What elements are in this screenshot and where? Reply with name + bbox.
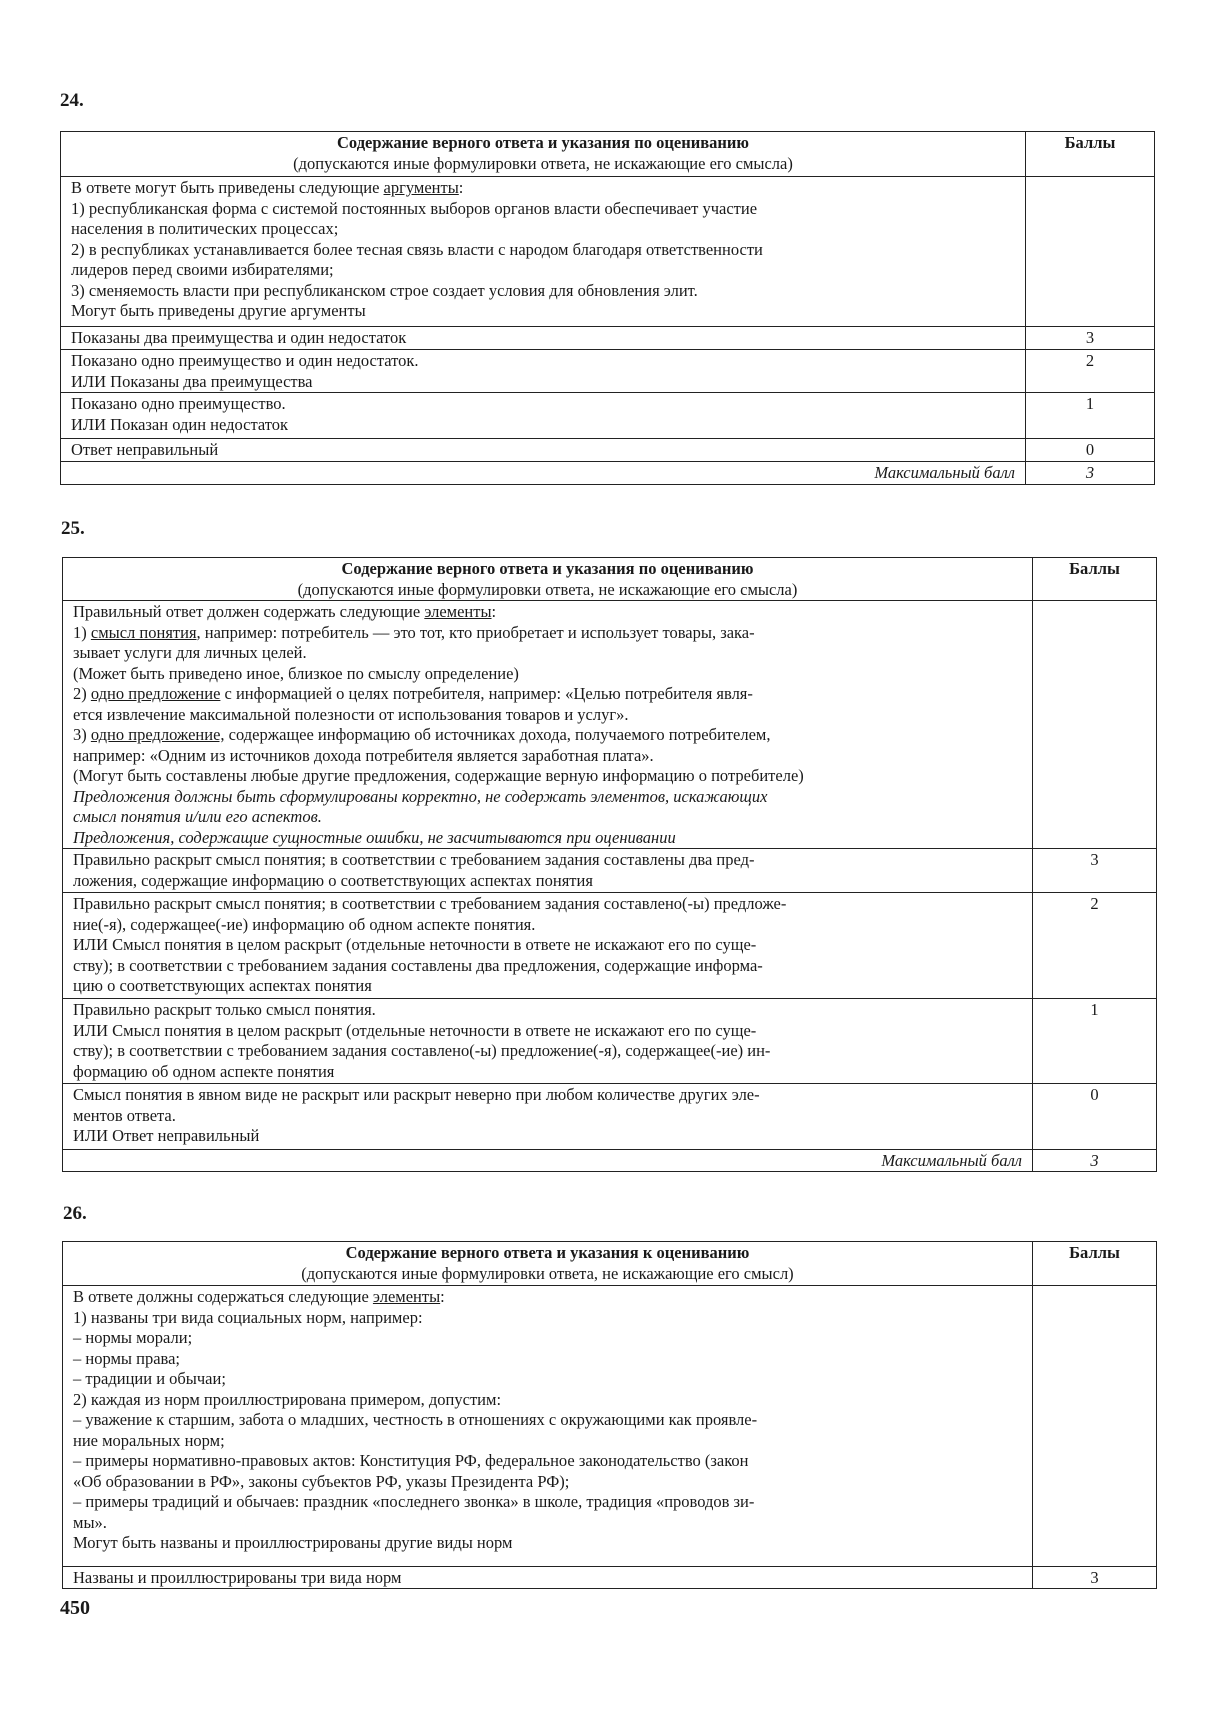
criterion-line: ИЛИ Показаны два преимущества [71, 371, 313, 391]
content-text: 1) названы три вида социальных норм, например: [73, 1307, 423, 1327]
content-text: Могут быть приведены другие аргументы [71, 301, 366, 320]
criterion-score: 0 [1025, 439, 1154, 461]
max-score-row [63, 1149, 1156, 1171]
max-score-value: 3 [1025, 462, 1154, 484]
criterion-line: Правильно раскрыт смысл понятия; в соответствии с требованием задания составлено(-ы) предложе- [73, 894, 787, 913]
content-line [71, 301, 1015, 322]
content-text: 2) каждая из норм проиллюстрирована примером, допустим: [73, 1389, 502, 1409]
criterion-line: Правильно раскрыт только смысл понятия. [73, 1000, 376, 1019]
criterion-row [63, 1083, 1156, 1149]
header-description [63, 1242, 1032, 1285]
answer-content-row [63, 600, 1156, 848]
content-text: ется извлечение максимальной полезности от использования товаров и услуг». [73, 704, 629, 724]
content-text: «Об образовании в РФ», законы субъектов РФ, указы Президента РФ); [73, 1471, 570, 1491]
content-text: – нормы морали; [73, 1328, 193, 1347]
question-number-25: 25. [61, 518, 85, 539]
underlined-term: смысл понятия [90, 622, 197, 642]
answer-content [61, 177, 1025, 326]
header-title: Содержание верного ответа и указания к оцениванию [345, 1243, 750, 1262]
content-text: В ответе могут быть приведены следующие [71, 178, 384, 197]
criterion-row [61, 392, 1154, 438]
content-text: Могут быть названы и проиллюстрированы другие виды норм [73, 1533, 513, 1552]
content-text: – традиции и обычаи; [73, 1369, 226, 1388]
criterion-line: Названы и проиллюстрированы три вида норм [73, 1568, 402, 1587]
criterion-line: ИЛИ Смысл понятия в целом раскрыт (отдельные неточности в ответе не искажают его по суще- [73, 935, 757, 954]
content-text: мы». [73, 1512, 107, 1532]
content-line [73, 1287, 1022, 1308]
content-line [71, 260, 1015, 281]
content-line [73, 623, 1022, 644]
criterion-line: Правильно раскрыт смысл понятия; в соответствии с требованием задания составлены два пред- [73, 850, 755, 869]
content-line [73, 705, 1022, 726]
header-description [61, 132, 1025, 176]
criterion-row [63, 892, 1156, 998]
content-text: 3) [73, 725, 91, 744]
criterion-line: Показано одно преимущество и один недостаток. [71, 351, 419, 370]
scoring-table-26 [62, 1241, 1157, 1589]
content-text: Предложения должны быть сформулированы корректно, не содержать элементов, искажающих [73, 786, 768, 806]
content-text: (Могут быть составлены любые другие предложения, содержащие верную информацию о потребителе) [73, 766, 804, 785]
answer-content-row [61, 176, 1154, 326]
content-text: с информацией о целях потребителя, например: «Целью потребителя явля- [220, 684, 753, 703]
criterion-description [61, 350, 1025, 392]
score-cell-empty [1032, 1286, 1156, 1566]
scoring-table-25 [62, 557, 1157, 1172]
criterion-description [61, 393, 1025, 438]
header-title: Содержание верного ответа и указания по оцениванию [341, 559, 754, 578]
criterion-description [63, 849, 1032, 892]
content-line [73, 664, 1022, 685]
table-header [61, 132, 1154, 176]
content-line [73, 1451, 1022, 1472]
content-text: – уважение к старшим, забота о младших, честность в отношениях с окружающими как проявле- [73, 1410, 758, 1429]
content-text: смысл понятия и/или его аспектов. [73, 807, 322, 826]
content-line [73, 1369, 1022, 1390]
header-subtitle: (допускаются иные формулировки ответа, не искажающие его смысла) [293, 153, 793, 173]
criterion-line: Показаны два преимущества и один недостаток [71, 328, 407, 347]
criterion-row [61, 438, 1154, 461]
criterion-row [61, 326, 1154, 349]
content-text: населения в политических процессах; [71, 219, 339, 238]
header-subtitle: (допускаются иные формулировки ответа, не искажающие его смысла) [297, 579, 798, 599]
answer-content-row [63, 1285, 1156, 1566]
content-line [73, 1410, 1022, 1431]
content-line [73, 828, 1022, 849]
content-line [73, 746, 1022, 767]
content-line [73, 684, 1022, 705]
underlined-term: аргументы [383, 178, 459, 197]
scoring-table-24 [60, 131, 1155, 485]
content-text: : [440, 1287, 445, 1306]
content-text: 1) [73, 622, 91, 642]
content-text: В ответе должны содержаться следующие [73, 1287, 373, 1306]
content-text: содержащее информацию об источниках дохода, получаемого потребителем, [224, 725, 771, 744]
content-text: 2) в республиках устанавливается более тесная связь власти с народом благодаря ответственности [71, 239, 763, 259]
criterion-line: ментов ответа. [73, 1105, 176, 1125]
content-text: – нормы права; [73, 1348, 180, 1368]
score-column-header: Баллы [1032, 558, 1156, 600]
content-line [71, 281, 1015, 302]
criterion-description [63, 1084, 1032, 1149]
content-line [73, 1472, 1022, 1493]
content-text: Предложения, содержащие сущностные ошибки, не засчитываются при оценивании [73, 827, 676, 847]
score-cell-empty [1025, 177, 1154, 326]
criterion-score: 0 [1032, 1084, 1156, 1149]
criterion-line: Ответ неправильный [71, 440, 219, 459]
criterion-row [63, 848, 1156, 892]
content-text: ние моральных норм; [73, 1430, 225, 1450]
max-score-label: Максимальный балл [874, 463, 1015, 482]
content-text: зывает услуги для личных целей. [73, 643, 307, 662]
criterion-description [61, 327, 1025, 349]
content-text: например: «Одним из источников дохода потребителя является заработная плата». [73, 745, 654, 765]
content-line [73, 1492, 1022, 1513]
criterion-line: формацию об одном аспекте понятия [73, 1061, 335, 1081]
content-text: Правильный ответ должен содержать следующие [73, 602, 425, 621]
content-text: 2) [73, 684, 91, 703]
criterion-description [63, 999, 1032, 1083]
content-line [73, 1308, 1022, 1329]
criterion-line: ложения, содержащие информацию о соответствующих аспектах понятия [73, 870, 593, 890]
score-column-header: Баллы [1032, 1242, 1156, 1285]
criterion-line: ству); в соответствии с требованием задания составлено(-ы) предложение(-я), содержащее(-ие) ин- [73, 1041, 771, 1060]
criterion-row [63, 998, 1156, 1083]
content-line [73, 787, 1022, 808]
content-line [73, 1513, 1022, 1534]
criterion-line: Смысл понятия в явном виде не раскрыт или раскрыт неверно при любом количестве других эле- [73, 1085, 760, 1104]
content-text: (Может быть приведено иное, близкое по смыслу определение) [73, 663, 519, 683]
table-header [63, 1242, 1156, 1285]
underlined-term: одно предложение [90, 684, 221, 703]
criterion-description [63, 1567, 1032, 1588]
underlined-term: одно предложение, [90, 725, 225, 744]
header-title: Содержание верного ответа и указания по оцениванию [337, 133, 749, 152]
underlined-term: элементы [372, 1287, 441, 1306]
content-line [73, 643, 1022, 664]
score-cell-empty [1032, 601, 1156, 848]
criterion-score: 3 [1025, 327, 1154, 349]
max-score-value: 3 [1032, 1150, 1156, 1171]
question-number-24: 24. [60, 90, 84, 111]
criterion-row [61, 349, 1154, 392]
page-number: 450 [60, 1597, 90, 1619]
criterion-score: 2 [1032, 893, 1156, 998]
header-description [63, 558, 1032, 600]
criterion-score: 1 [1025, 393, 1154, 438]
answer-content [63, 601, 1032, 848]
content-text: : [458, 178, 464, 197]
answer-content [63, 1286, 1032, 1566]
criterion-description [63, 893, 1032, 998]
content-line [73, 1328, 1022, 1349]
table-header [63, 558, 1156, 600]
content-line [71, 240, 1015, 261]
underlined-term: элементы [424, 602, 492, 621]
content-line [73, 766, 1022, 787]
content-line [71, 199, 1015, 220]
content-text: 3) сменяемость власти при республиканском строе создает условия для обновления элит. [71, 280, 698, 300]
criterion-score: 3 [1032, 849, 1156, 892]
criterion-score: 1 [1032, 999, 1156, 1083]
criterion-line: ние(-я), содержащее(-ие) информацию об одном аспекте понятия. [73, 914, 536, 934]
criterion-line: ству); в соответствии с требованием задания составлены два предложения, содержащие информа- [73, 955, 763, 975]
header-subtitle: (допускаются иные формулировки ответа, не искажающие его смысл) [301, 1263, 794, 1283]
content-text: , например: потребитель — это тот, кто приобретает и использует товары, зака- [196, 622, 755, 642]
criterion-line: ИЛИ Ответ неправильный [73, 1126, 260, 1145]
criterion-line: цию о соответствующих аспектах понятия [73, 976, 372, 995]
content-line [73, 725, 1022, 746]
content-text: лидеров перед своими избирателями; [71, 260, 334, 279]
content-line [73, 807, 1022, 828]
content-line [73, 602, 1022, 623]
max-score-row [61, 461, 1154, 484]
criterion-line: Показано одно преимущество. [71, 394, 286, 413]
question-number-26: 26. [63, 1203, 87, 1224]
score-column-header: Баллы [1025, 132, 1154, 176]
criterion-line: ИЛИ Смысл понятия в целом раскрыт (отдельные неточности в ответе не искажают его по суще- [73, 1020, 757, 1040]
criterion-description [61, 439, 1025, 461]
content-text: – примеры традиций и обычаев: праздник «последнего звонка» в школе, традиция «проводов зи- [73, 1492, 755, 1511]
content-line [71, 219, 1015, 240]
content-line [73, 1390, 1022, 1411]
content-line [73, 1431, 1022, 1452]
content-line [71, 178, 1015, 199]
criterion-row [63, 1566, 1156, 1588]
content-text: : [491, 602, 497, 621]
criterion-line: ИЛИ Показан один недостаток [71, 414, 289, 434]
max-score-label: Максимальный балл [881, 1151, 1022, 1170]
content-text: – примеры нормативно-правовых актов: Конституция РФ, федеральное законодательство (закон [73, 1451, 749, 1470]
criterion-score: 2 [1025, 350, 1154, 392]
content-text: 1) республиканская форма с системой постоянных выборов органов власти обеспечивает участие [71, 198, 758, 218]
content-line [73, 1349, 1022, 1370]
criterion-score: 3 [1032, 1567, 1156, 1588]
content-line [73, 1533, 1022, 1554]
